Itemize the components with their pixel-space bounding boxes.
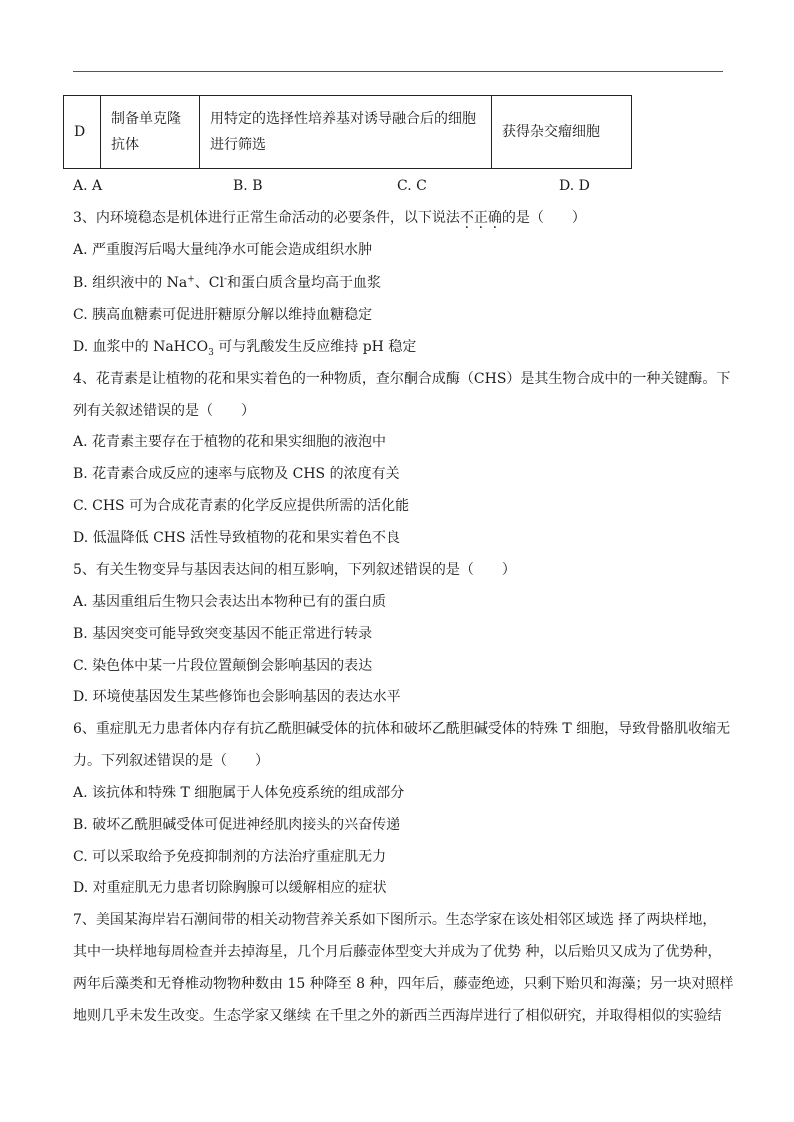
q7-stem-line3: 两年后藻类和无脊椎动物物种数由 15 种降至 8 种，四年后，藤壶绝迹，只剩下贻贝和海藻；另一块对照样 [73, 976, 734, 992]
choice-a: A. A [73, 178, 103, 194]
choice-b: B. B [233, 178, 263, 194]
choice-d: D. D [559, 178, 590, 194]
row-letter: D [64, 96, 101, 169]
q4-stem-line2: 列有关叙述错误的是（ ） [73, 403, 255, 419]
emphasis-char: 正 [473, 210, 488, 226]
q5-option-a: A. 基因重组后生物只会表达出本物种已有的蛋白质 [73, 594, 387, 610]
q7-stem-line1: 7、美国某海岸岩石潮间带的相关动物营养关系如下图所示。生态学家在该处相邻区域选 择了两块样地， [73, 912, 717, 928]
q4-option-b: B. 花青素合成反应的速率与底物及 CHS 的浓度有关 [73, 466, 400, 482]
header-rule [73, 71, 723, 72]
q3-option-b: B. 组织液中的 Na+、Cl-和蛋白质含量均高于血浆 [73, 274, 382, 291]
q3-option-c: C. 胰高血糖素可促进肝糖原分解以维持血糖稳定 [73, 307, 373, 323]
q6-stem-line1: 6、重症肌无力患者体内存有抗乙酰胆碱受体的抗体和破坏乙酰胆碱受体的特殊 T 细胞，导致骨骼肌收缩无 [73, 721, 731, 737]
subscript-3: 3 [208, 347, 214, 358]
q5-option-c: C. 染色体中某一片段位置颠倒会影响基因的表达 [73, 658, 373, 674]
q5-stem: 5、有关生物变异与基因表达间的相互影响，下列叙述错误的是（ ） [73, 562, 516, 578]
q6-option-c: C. 可以采取给予免疫抑制剂的方法治疗重症肌无力 [73, 849, 387, 865]
q3-stem-emphasis [460, 210, 502, 226]
q4-option-c: C. CHS 可为合成花青素的化学反应提供所需的活化能 [73, 498, 410, 514]
q3-option-d: D. 血浆中的 NaHCO$_3$ 可与乳酸发生反应维持 pH 稳定 [73, 339, 417, 358]
q7-stem-line2: 其中一块样地每周检查并去掉海星，几个月后藤壶体型变大并成为了优势 种，以后贻贝又成为了优势种， [73, 944, 722, 960]
superscript-plus: + [187, 274, 195, 285]
q4-stem-line1: 4、花青素是让植物的花和果实着色的一种物质，查尔酮合成酶（CHS）是其生物合成中的一种关键酶。下 [73, 371, 731, 387]
superscript-minus: - [224, 274, 228, 285]
q6-stem-line2: 力。下列叙述错误的是（ ） [73, 753, 269, 769]
q5-option-d: D. 环境使基因发生某些修饰也会影响基因的表达水平 [73, 689, 401, 705]
options-table [63, 95, 632, 169]
row-method: 用特定的选择性培养基对诱导融合后的细胞进行筛选 [200, 96, 492, 169]
q6-option-b: B. 破坏乙酰胆碱受体可促进神经肌肉接头的兴奋传递 [73, 817, 401, 833]
emphasis-char: 确 [487, 210, 502, 226]
q4-option-d: D. 低温降低 CHS 活性导致植物的花和果实着色不良 [73, 530, 401, 546]
table-row [64, 96, 632, 169]
row-result: 获得杂交瘤细胞 [492, 96, 632, 169]
q7-stem-line4: 地则几乎未发生改变。生态学家又继续 在千里之外的新西兰西海岸进行了相似研究，并取得相似的实验结 [73, 1008, 722, 1024]
q3-stem: 3、内环境稳态是机体进行正常生命活动的必要条件，以下说法不正确的是（ ） [73, 207, 586, 227]
emphasis-char: 不 [459, 210, 474, 226]
q6-option-d: D. 对重症肌无力患者切除胸腺可以缓解相应的症状 [73, 880, 387, 896]
q4-option-a: A. 花青素主要存在于植物的花和果实细胞的液泡中 [73, 434, 387, 450]
choice-c: C. C [397, 178, 427, 194]
q5-option-b: B. 基因突变可能导致突变基因不能正常进行转录 [73, 626, 373, 642]
q3-option-a: A. 严重腹泻后喝大量纯净水可能会造成组织水肿 [73, 242, 373, 258]
q6-option-a: A. 该抗体和特殊 T 细胞属于人体免疫系统的组成部分 [73, 785, 405, 801]
row-step: 制备单克隆抗体 [101, 96, 200, 169]
